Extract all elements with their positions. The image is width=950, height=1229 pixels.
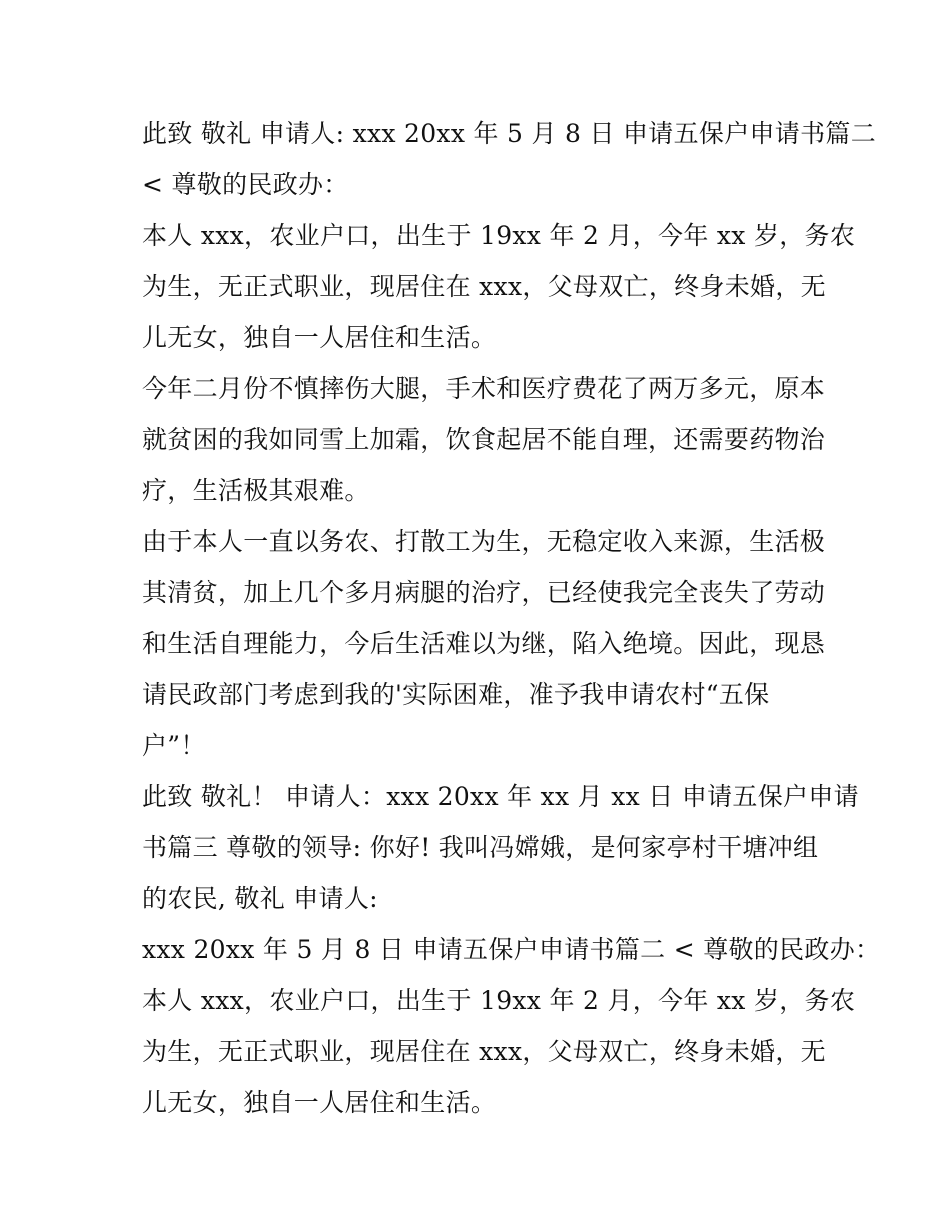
text-line: 为生，无正式职业，现居住在 xxx，父母双亡，终身未婚，无 — [142, 1037, 826, 1066]
text-line: < 尊敬的民政办： — [142, 170, 349, 199]
text-line: 今年二月份不慎摔伤大腿，手术和医疗费花了两万多元，原本 — [142, 374, 826, 403]
text-line: 就贫困的我如同雪上加霜，饮食起居不能自理，还需要药物治 — [142, 425, 826, 454]
text-line: 为生，无正式职业，现居住在 xxx，父母双亡，终身未婚，无 — [142, 272, 826, 301]
text-line: 本人 xxx，农业户口，出生于 19xx 年 2 月，今年 xx 岁，务农 — [142, 221, 856, 250]
text-line: 疗，生活极其艰难。 — [142, 476, 370, 505]
text-line: 书篇三 尊敬的领导: 你好! 我叫冯嫦娥，是何家亭村干塘冲组 — [142, 833, 819, 862]
text-line: 儿无女，独自一人居住和生活。 — [142, 323, 497, 352]
text-line: 此致 敬礼 申请人: xxx 20xx 年 5 月 8 日 申请五保户申请书篇二 — [142, 119, 877, 148]
text-line: 的农民, 敬礼 申请人: — [142, 884, 378, 913]
text-line: 和生活自理能力，今后生活难以为继，陷入绝境。因此，现恳 — [142, 629, 826, 658]
text-line: 儿无女，独自一人居住和生活。 — [142, 1088, 497, 1117]
text-line: xxx 20xx 年 5 月 8 日 申请五保户申请书篇二 < 尊敬的民政办： — [142, 935, 881, 964]
text-line: 本人 xxx，农业户口，出生于 19xx 年 2 月，今年 xx 岁，务农 — [142, 986, 856, 1015]
text-line: 由于本人一直以务农、打散工为生，无稳定收入来源，生活极 — [142, 527, 826, 556]
text-line: 请民政部门考虑到我的'实际困难，准予我申请农村“五保 — [142, 680, 770, 709]
text-line: 此致 敬礼！ 申请人：xxx 20xx 年 xx 月 xx 日 申请五保户申请 — [142, 782, 859, 811]
text-line: 户”！ — [142, 731, 206, 760]
text-line: 其清贫，加上几个多月病腿的治疗，已经使我完全丧失了劳动 — [142, 578, 826, 607]
document-body — [142, 108, 881, 1128]
